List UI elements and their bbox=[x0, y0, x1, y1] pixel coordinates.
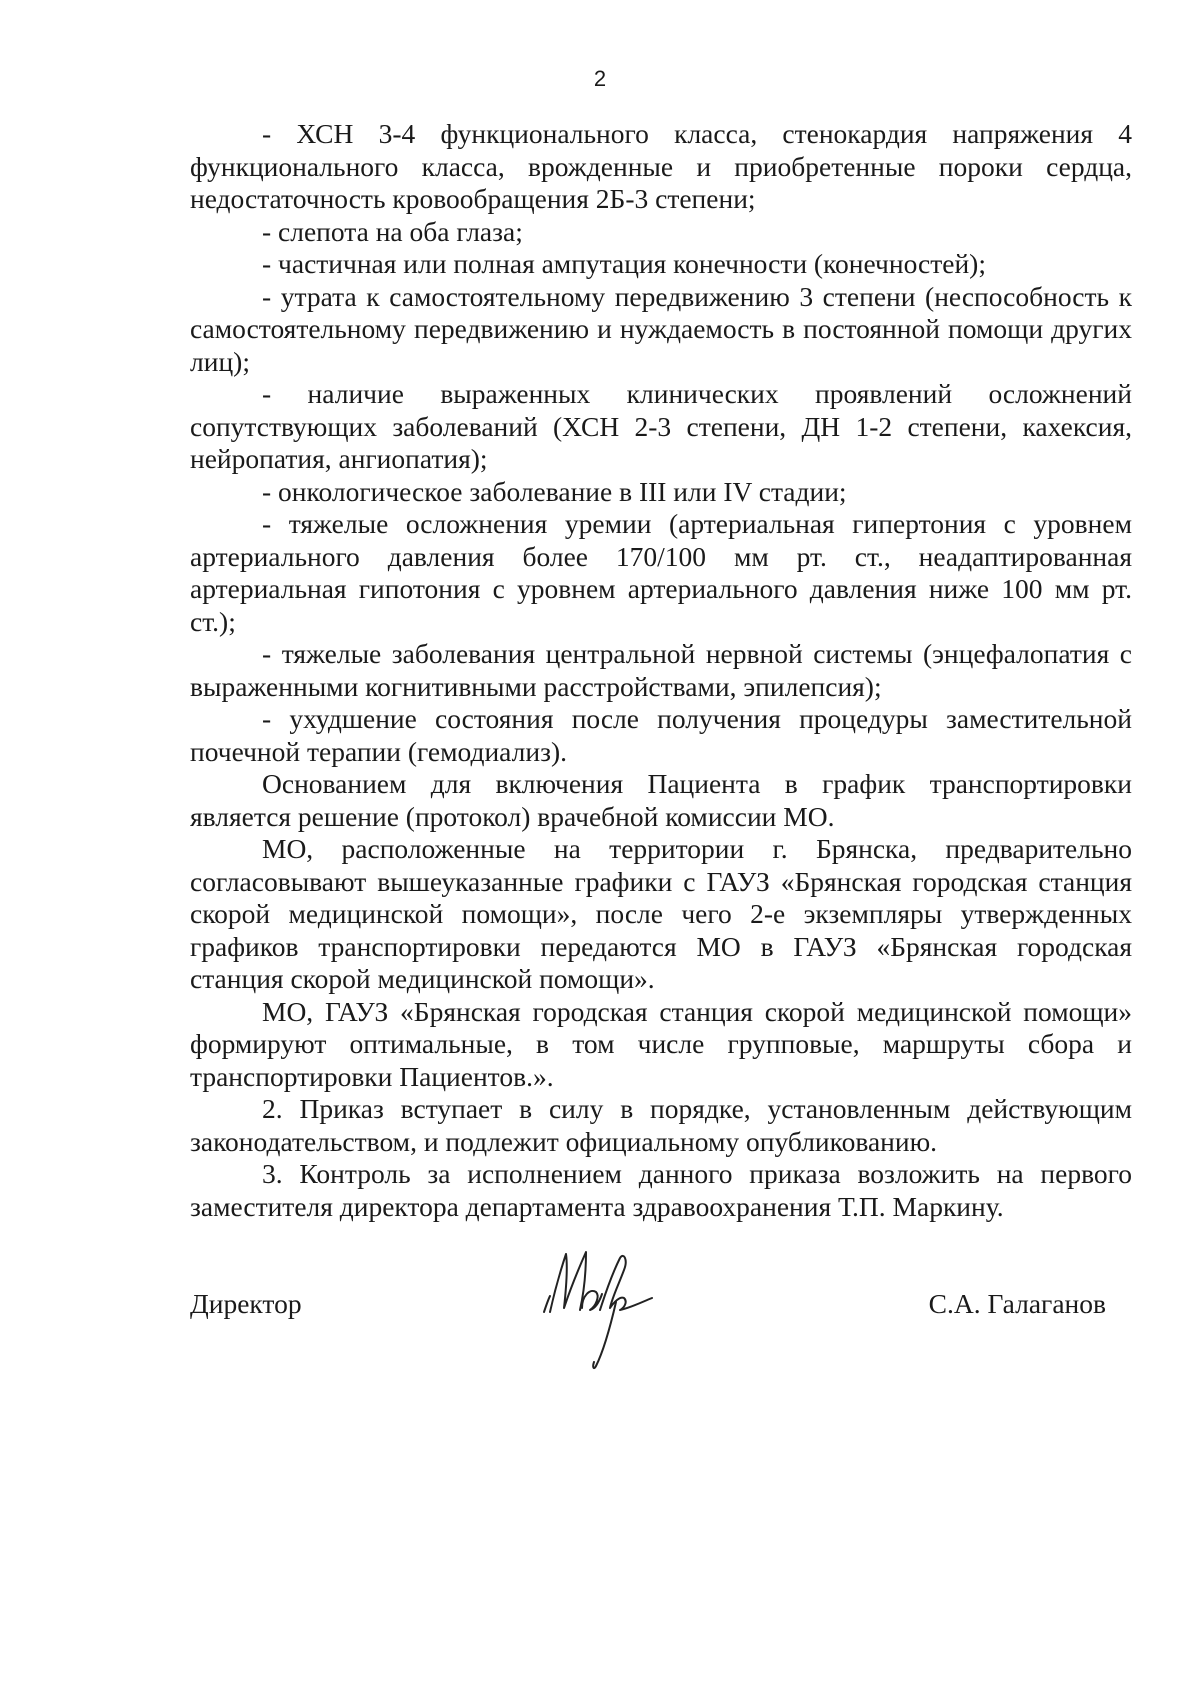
paragraph-complications: - наличие выраженных клинических проявлений осложнений сопутствующих заболеваний (ХСН 2-3 степени, ДН 1-2 степени, кахексия, нейропатия, ангиопатия); bbox=[190, 378, 1132, 474]
paragraph-oncology: - онкологическое заболевание в III или IV стадии; bbox=[262, 475, 847, 507]
handwritten-signature-icon bbox=[530, 1238, 680, 1388]
page-number: 2 bbox=[593, 66, 607, 91]
document-body bbox=[190, 118, 1132, 1223]
paragraph-control: 3. Контроль за исполнением данного приказа возложить на первого заместителя директора департамента здравоохранения Т.П. Маркину. bbox=[190, 1158, 1132, 1222]
paragraph-hsn: - ХСН 3-4 функционального класса, стенокардия напряжения 4 функционального класса, врожденные и приобретенные пороки сердца, недостаточность кровообращения 2Б-3 степени; bbox=[190, 118, 1132, 214]
paragraph-uremia: - тяжелые осложнения уремии (артериальная гипертония с уровнем артериального давления более 170/100 мм рт. ст., неадаптированная артериальная гипотония с уровнем артериального давления ниже 100 мм рт. ст.); bbox=[190, 508, 1132, 637]
paragraph-amputation: - частичная или полная ампутация конечности (конечностей); bbox=[262, 248, 986, 279]
paragraph-order-effect: 2. Приказ вступает в силу в порядке, установленным действующим законодательством, и подлежит официальному опубликованию. bbox=[190, 1093, 1132, 1157]
paragraph-routes: МО, ГАУЗ «Брянская городская станция скорой медицинской помощи» формируют оптимальные, в том числе групповые, маршруты сбора и транспортировки Пациентов.». bbox=[190, 995, 1132, 1092]
paragraph-blindness: - слепота на оба глаза; bbox=[262, 215, 523, 247]
signature-block bbox=[190, 1288, 1106, 1488]
paragraph-cns: - тяжелые заболевания центральной нервной системы (энцефалопатия с выраженными когнитивными расстройствами, эпилепсия); bbox=[190, 638, 1132, 702]
paragraph-mobility-loss: - утрата к самостоятельному передвижению 3 степени (неспособность к самостоятельному передвижению и нуждаемость в постоянной помощи других лиц); bbox=[190, 280, 1132, 377]
signatory-title: Директор bbox=[190, 1288, 302, 1319]
signatory-name: С.А. Галаганов bbox=[928, 1288, 1106, 1319]
paragraph-bryansk-mo: МО, расположенные на территории г. Брянска, предварительно согласовывают вышеуказанные графики с ГАУЗ «Брянская городская станция скорой медицинской помощи», после чего 2-е экземпляры утвержденных графиков транспортировки передаются МО в ГАУЗ «Брянская городская станция скорой медицинской помощи». bbox=[190, 833, 1132, 994]
paragraph-basis: Основанием для включения Пациента в график транспортировки является решение (протокол) врачебной комиссии МО. bbox=[190, 768, 1132, 832]
paragraph-dialysis: - ухудшение состояния после получения процедуры заместительной почечной терапии (гемодиализ). bbox=[190, 703, 1132, 767]
